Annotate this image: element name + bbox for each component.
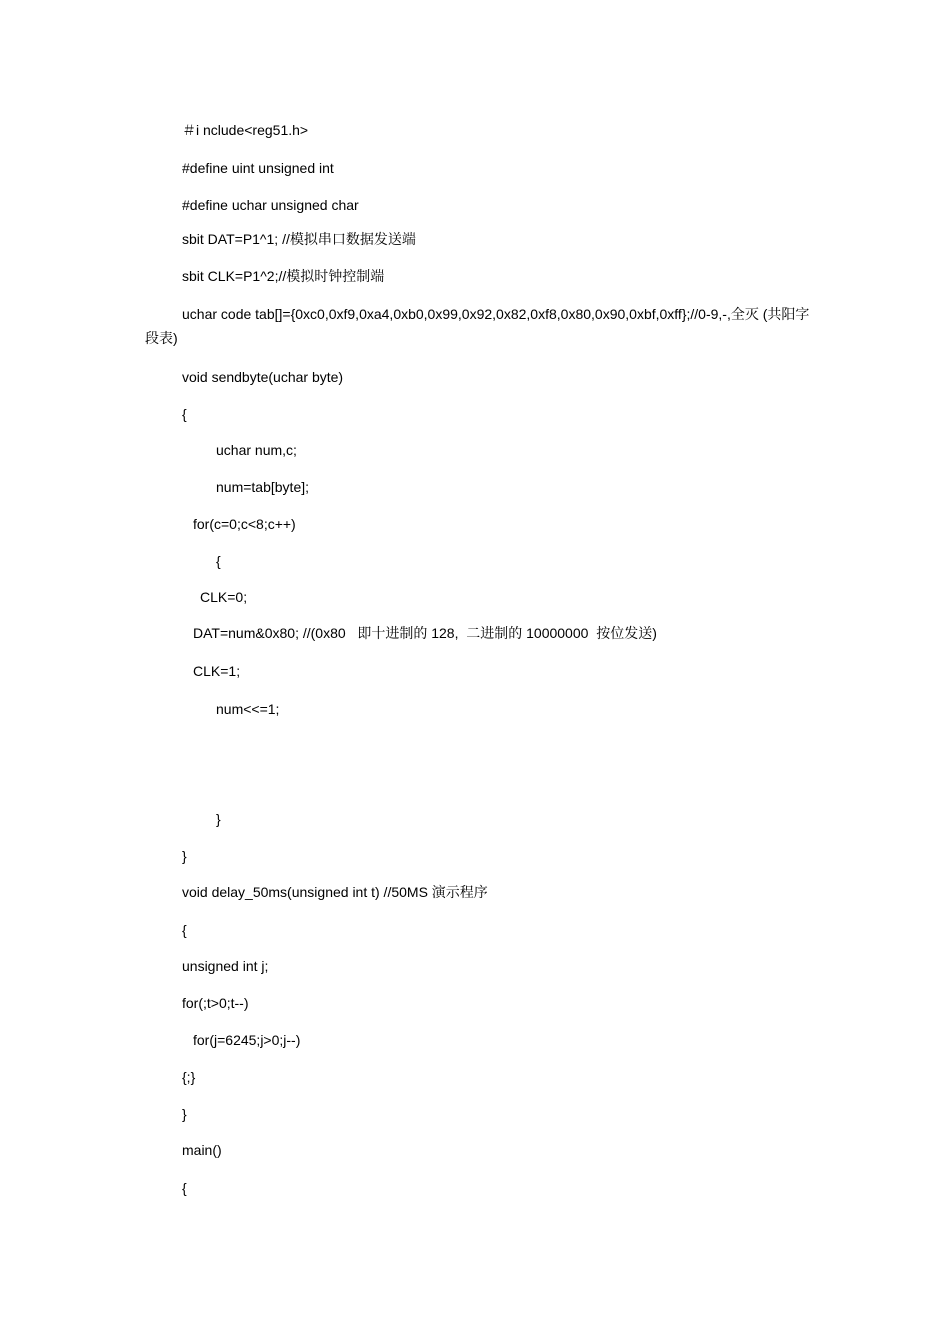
code-line-clk-high: CLK=1;: [193, 663, 241, 679]
code-line-clk-low: CLK=0;: [200, 589, 248, 605]
code-line-empty-block: {;}: [182, 1069, 196, 1085]
code-line-sbit-dat: sbit DAT=P1^1; //模拟串口数据发送端: [182, 231, 416, 247]
code-line-delay-open-brace: {: [182, 922, 187, 938]
code-line-num-shift: num<<=1;: [216, 701, 280, 717]
code-line-define-uint: #define uint unsigned int: [182, 160, 334, 176]
code-line-main-open-brace: {: [182, 1180, 187, 1196]
code-line-for-t: for(;t>0;t--): [182, 995, 249, 1011]
code-line-main: main(): [182, 1142, 222, 1158]
code-line-for-loop: for(c=0;c<8;c++): [193, 516, 296, 532]
code-line-function-close-brace: }: [182, 848, 187, 864]
code-line-define-uchar: #define uchar unsigned char: [182, 197, 359, 213]
code-line-for-open-brace: {: [216, 553, 221, 569]
code-line-dat-assign: DAT=num&0x80; //(0x80 即十进制的 128, 二进制的 10000000 按位发送): [193, 625, 657, 641]
code-line-num-assign: num=tab[byte];: [216, 479, 310, 495]
code-line-for-j: for(j=6245;j>0;j--): [193, 1032, 301, 1048]
code-line-sendbyte-signature: void sendbyte(uchar byte): [182, 369, 344, 385]
code-line-declare-num-c: uchar num,c;: [216, 442, 297, 458]
code-line-tab-array: uchar code tab[]={0xc0,0xf9,0xa4,0xb0,0x99,0x92,0x82,0xf8,0x80,0x90,0xbf,0xff};//0-9,-,全灭 (共阳字段表): [145, 306, 810, 346]
code-line-for-close-brace: }: [216, 811, 221, 827]
code-line-delay-signature: void delay_50ms(unsigned int t) //50MS 演示程序: [182, 884, 488, 900]
code-line-open-brace: {: [182, 406, 187, 422]
code-line-sbit-clk: sbit CLK=P1^2;//模拟时钟控制端: [182, 268, 385, 284]
code-line-declare-j: unsigned int j;: [182, 958, 269, 974]
code-line-include: ＃i nclude<reg51.h>: [182, 122, 309, 138]
code-line-delay-close-brace: }: [182, 1106, 187, 1122]
